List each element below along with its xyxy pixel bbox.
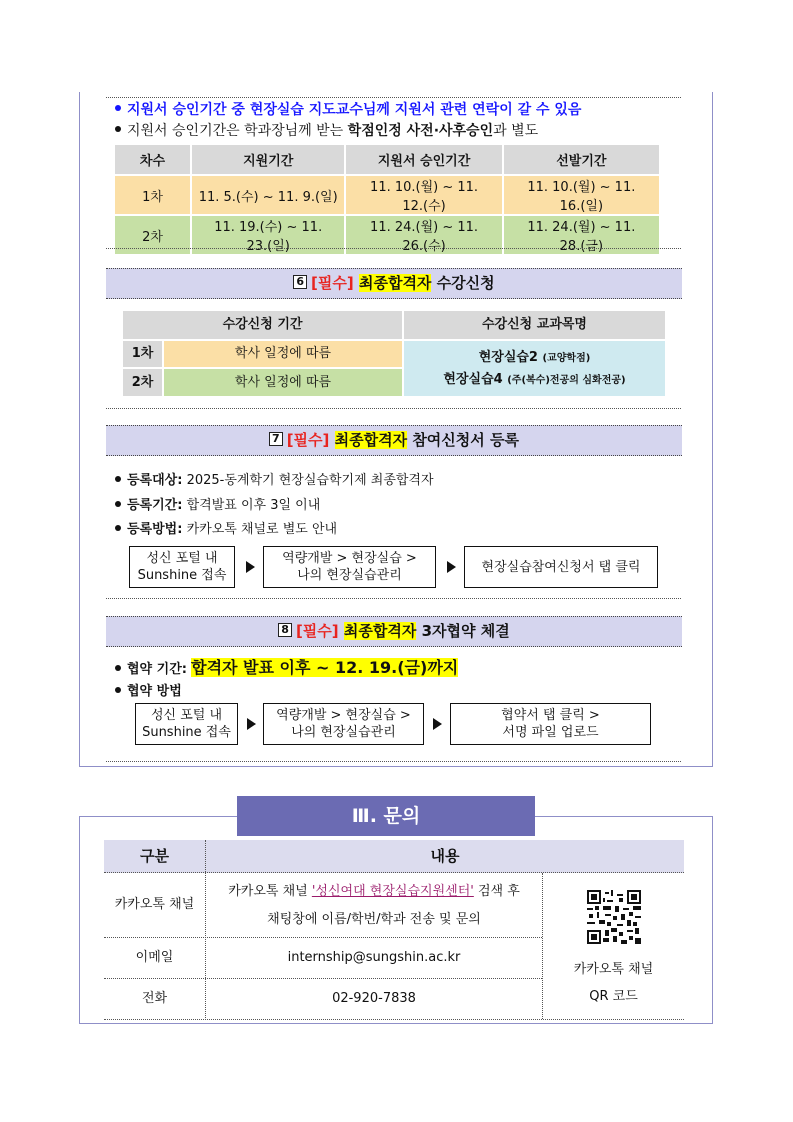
section-6-label: 수강신청 — [436, 274, 495, 292]
note-approval-bold: 학점인정 사전·사후승인 — [347, 123, 494, 139]
table-row — [114, 215, 660, 255]
table-cell: 11. 24.(월) ~ 11. 28.(금) — [503, 215, 660, 255]
note-contact-text: 지원서 승인기간 중 현장실습 지도교수님께 지원서 관련 연락이 갈 수 있음 — [127, 102, 582, 118]
flow-step-portal: 성신 포털 내 Sunshine 접속 — [129, 546, 235, 588]
course-line-1 — [404, 347, 665, 369]
course-note: (교양학점) — [542, 353, 591, 364]
highlight-text: 최종합격자 — [343, 622, 417, 640]
row-label: 카카오톡 채널 — [114, 897, 195, 912]
kakao-description — [206, 878, 542, 934]
item-label: 등록대상: — [127, 473, 183, 488]
table-cell: 11. 19.(수) ~ 11. 23.(일) — [191, 215, 345, 255]
email-value: internship@sungshin.ac.kr — [287, 950, 461, 965]
table-cell: 학사 일정에 따름 — [164, 369, 402, 396]
qr-caption-2: QR 코드 — [589, 989, 638, 1004]
table-cell: 11. 24.(월) ~ 11. 26.(수) — [345, 215, 502, 255]
kakao-pre: 카카오톡 채널 — [228, 884, 312, 899]
qr-code-icon[interactable] — [587, 890, 641, 944]
inquiry-title: Ⅲ. 문의 — [237, 796, 535, 836]
table-bottom-line — [104, 1019, 684, 1020]
table-cell: 학사 일정에 따름 — [164, 341, 402, 367]
note-approval — [115, 120, 538, 140]
bullet-icon — [115, 687, 121, 693]
flow-step-menu: 역량개발 > 현장실습 > 나의 현장실습관리 — [263, 546, 436, 588]
flow-step-sign: 협약서 탭 클릭 > 서명 파일 업로드 — [450, 703, 651, 745]
table-header: 선발기간 — [503, 144, 660, 175]
table-cell: 2차 — [123, 369, 162, 396]
required-tag: [필수] — [311, 274, 354, 292]
agreement-method — [115, 680, 182, 699]
table-cell: 2차 — [114, 215, 191, 255]
bullet-icon — [115, 665, 121, 671]
table-cell: 1차 — [123, 341, 162, 367]
flow-step-portal: 성신 포털 내 Sunshine 접속 — [135, 703, 238, 745]
section-7-label: 참여신청서 등록 — [412, 431, 519, 449]
note-contact — [115, 99, 581, 119]
course-name: 현장실습2 — [478, 350, 538, 365]
arrow-right-icon — [447, 561, 456, 573]
divider — [106, 598, 681, 599]
kakao-channel-link[interactable]: '성신여대 현장실습지원센터' — [311, 884, 474, 899]
section-6-title — [106, 268, 682, 299]
arrow-right-icon — [433, 718, 442, 730]
row-label: 전화 — [141, 991, 168, 1006]
inquiry-table — [104, 840, 684, 1020]
note-approval-text: 지원서 승인기간은 학과장님께 받는 — [127, 123, 348, 139]
divider — [106, 97, 681, 98]
section-number: 7 — [269, 432, 283, 446]
item-text: 합격발표 이후 3일 이내 — [186, 498, 321, 513]
required-tag: [필수] — [295, 622, 339, 640]
kakao-post: 검색 후 — [473, 884, 520, 899]
register-period — [115, 494, 320, 513]
course-note: (주(복수)전공의 심화전공) — [507, 375, 626, 386]
agreement-period — [115, 655, 458, 678]
table-cell: 11. 5.(수) ~ 11. 9.(일) — [191, 175, 345, 215]
table-header: 내용 — [430, 847, 460, 865]
flow-step-menu: 역량개발 > 현장실습 > 나의 현장실습관리 — [263, 703, 424, 745]
schedule-table — [113, 143, 661, 256]
table-cell: 11. 10.(월) ~ 11. 16.(일) — [503, 175, 660, 215]
item-label: 협약 기간: — [127, 662, 187, 677]
flow-step-tab: 현장실습참여신청서 탭 클릭 — [464, 546, 658, 588]
section-number: 8 — [278, 623, 292, 637]
course-name: 현장실습4 — [443, 372, 503, 387]
bullet-icon — [115, 126, 121, 132]
table-header: 지원서 승인기간 — [345, 144, 502, 175]
arrow-right-icon — [247, 718, 256, 730]
course-table — [123, 311, 665, 396]
bullet-icon — [115, 476, 121, 482]
table-header: 구분 — [140, 847, 169, 865]
highlight-text: 최종합격자 — [358, 274, 432, 292]
bullet-icon — [115, 105, 121, 111]
table-header: 차수 — [114, 144, 191, 175]
register-target — [115, 469, 434, 488]
item-label: 협약 방법 — [127, 684, 182, 699]
section-number: 6 — [293, 275, 307, 289]
table-header: 수강신청 교과목명 — [404, 311, 665, 339]
item-text: 2025-동계학기 현장실습학기제 최종합격자 — [186, 473, 434, 488]
bullet-icon — [115, 525, 121, 531]
section-7-title — [106, 425, 682, 456]
table-header-row — [114, 144, 660, 175]
kakao-line-1 — [206, 878, 542, 906]
qr-caption-1: 카카오톡 채널 — [573, 962, 654, 977]
divider — [106, 408, 681, 409]
register-method — [115, 518, 337, 537]
agreement-period-value: 합격자 발표 이후 ~ 12. 19.(금)까지 — [191, 658, 459, 677]
highlight-text: 최종합격자 — [334, 431, 408, 449]
table-header: 수강신청 기간 — [123, 311, 402, 339]
required-tag: [필수] — [286, 431, 330, 449]
divider — [106, 248, 681, 249]
course-line-2 — [404, 369, 665, 391]
divider — [106, 761, 681, 762]
table-header: 지원기간 — [191, 144, 345, 175]
section-8-label: 3자협약 체결 — [421, 622, 510, 640]
bullet-icon — [115, 501, 121, 507]
table-cell: 1차 — [114, 175, 191, 215]
item-label: 등록방법: — [127, 522, 183, 537]
note-approval-post: 과 별도 — [493, 123, 539, 139]
section-8-title — [106, 616, 682, 647]
kakao-line-2: 채팅창에 이름/학번/학과 전송 및 문의 — [267, 912, 481, 927]
item-label: 등록기간: — [127, 498, 183, 513]
course-names — [404, 341, 665, 396]
table-row — [114, 175, 660, 215]
table-cell: 11. 10.(월) ~ 11. 12.(수) — [345, 175, 502, 215]
arrow-right-icon — [246, 561, 255, 573]
phone-value: 02-920-7838 — [332, 991, 416, 1006]
item-text: 카카오톡 채널로 별도 안내 — [186, 522, 338, 537]
row-label: 이메일 — [135, 950, 174, 965]
